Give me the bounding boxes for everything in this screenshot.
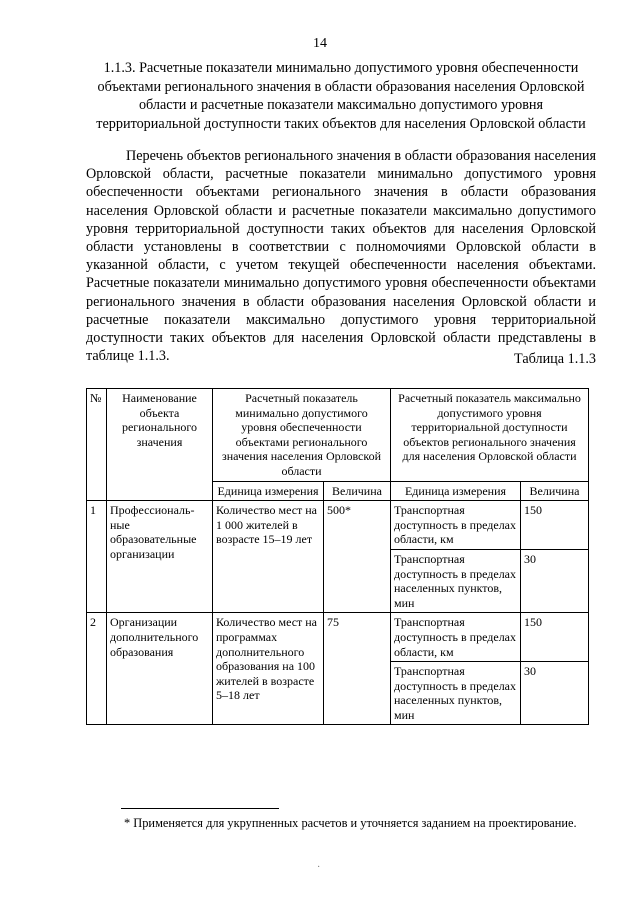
table-row	[87, 613, 589, 662]
header-object-name: Наименование объекта регионального значения	[107, 389, 213, 501]
table-header-row	[87, 389, 589, 482]
header-min-indicator: Расчетный показатель минимально допустимого уровня обеспеченности объектами регионального значения населения Орловской области	[213, 389, 391, 482]
row-min-unit: Количество мест на 1 000 жителей в возрасте 15–19 лет	[213, 501, 324, 613]
scan-speck: ·	[317, 862, 321, 873]
table-caption: Таблица 1.1.3	[514, 351, 596, 367]
row-max-unit: Транспортная доступность в пределах области, км	[391, 613, 521, 662]
row-max-unit: Транспортная доступность в пределах населенных пунктов, мин	[391, 662, 521, 725]
table-row	[87, 501, 589, 550]
row-object-name: Профессиональ-ные образовательные организации	[107, 501, 213, 613]
row-min-value: 500*	[324, 501, 391, 613]
row-num: 2	[87, 613, 107, 725]
subheader-max-unit: Единица измерения	[391, 481, 521, 501]
row-max-value: 30	[521, 549, 589, 612]
row-num: 1	[87, 501, 107, 613]
body-paragraph: Перечень объектов регионального значения в области образования населения Орловской области, расчетные показатели минимально допустимого уровня обеспеченности объектами регионального значения в области образования населения Орловской области и расчетные показатели максимально допустимого уровня территориальной доступности таких объектов для населения Орловской области установлены в соответствии с полномочиями Орловской области в указанной области, с учетом текущей обеспеченности населения объектами. Расчетные показатели минимально допустимого уровня обеспеченности объектами регионального значения в области образования населения Орловской области и расчетные показатели максимально допустимого уровня территориальной доступности таких объектов для населения Орловской области представлены в таблице 1.1.3.	[86, 148, 596, 365]
row-max-value: 150	[521, 501, 589, 550]
row-max-unit: Транспортная доступность в пределах области, км	[391, 501, 521, 550]
section-heading: 1.1.3. Расчетные показатели минимально допустимого уровня обеспеченности объектами регионального значения в области образования населения Орловской области и расчетные показатели максимально допустимого уровня территориальной доступности таких объектов для населения Орловской области	[96, 60, 586, 132]
row-min-value: 75	[324, 613, 391, 725]
page-number: 14	[313, 36, 327, 51]
header-num: №	[87, 389, 107, 501]
row-max-unit: Транспортная доступность в пределах населенных пунктов, мин	[391, 549, 521, 612]
subheader-min-unit: Единица измерения	[213, 481, 324, 501]
indicators-table	[86, 388, 589, 725]
header-max-indicator: Расчетный показатель максимально допустимого уровня территориальной доступности объектов регионального значения для населения Орловской области	[391, 389, 589, 482]
subheader-min-value: Величина	[324, 481, 391, 501]
row-min-unit: Количество мест на программах дополнительного образования на 100 жителей в возрасте 5–18 лет	[213, 613, 324, 725]
footnote: * Применяется для укрупненных расчетов и уточняется заданием на проектирование.	[124, 816, 577, 830]
row-max-value: 150	[521, 613, 589, 662]
subheader-max-value: Величина	[521, 481, 589, 501]
row-object-name: Организации дополнительного образования	[107, 613, 213, 725]
footnote-separator	[121, 808, 279, 809]
row-max-value: 30	[521, 662, 589, 725]
